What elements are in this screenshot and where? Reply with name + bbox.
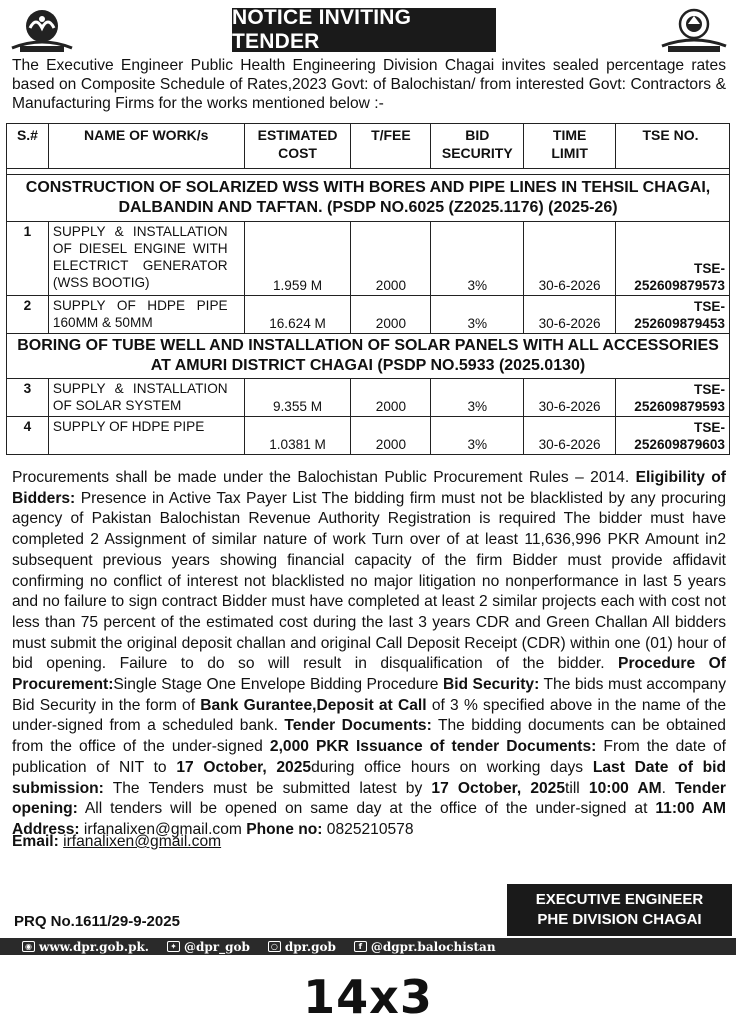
header-fee: T/FEE [351,124,431,169]
row-bid-security: 3% [431,296,524,334]
table-header-row [7,124,730,169]
row-bid-security: 3% [431,379,524,417]
section-heading-row [7,334,730,379]
row-time-limit: 30-6-2026 [524,379,616,417]
row-fee: 2000 [351,379,431,417]
table-row [7,296,730,334]
row-fee: 2000 [351,296,431,334]
header-bid-security: BID SECURITY [431,124,524,169]
prq-number: PRQ No.1611/29-9-2025 [14,913,180,930]
works-table [6,123,730,455]
facebook-icon: f [354,941,367,952]
row-tse: TSE- 252609879573 [616,222,730,296]
footer-social-bar [0,938,736,955]
ad-size-label: 14x3 [303,970,433,1024]
header-work: NAME OF WORK/s [48,124,244,169]
email-label: Email: [12,833,59,850]
section-heading-2: BORING OF TUBE WELL AND INSTALLATION OF SOLAR PANELS WITH ALL ACCESSORIES AT AMURI DISTRICT CHAGAI (PSDP NO.5933 (2025.0130) [7,334,730,379]
signature-title: EXECUTIVE ENGINEER [535,891,704,908]
email-link[interactable]: irfanalixen@gmail.com [63,833,222,850]
balochistan-emblem-icon [6,6,78,56]
notice-title: NOTICE INVITING TENDER [232,8,496,52]
row-tse: TSE- 252609879453 [616,296,730,334]
row-cost: 16.624 M [244,296,351,334]
section-heading-1: CONSTRUCTION OF SOLARIZED WSS WITH BORES AND PIPE LINES IN TEHSIL CHAGAI, DALBANDIN AND TAFTAN. (PSDP NO.6025 (Z2025.1176) (2025-26) [7,175,730,222]
footer-twitter[interactable]: ✦ @dpr_gob [167,940,250,954]
header-sn: S.# [7,124,49,169]
row-sn: 2 [7,296,49,334]
row-work: SUPPLY & INSTALLATION OF DIESEL ENGINE WITH ELECTRICT GENERATOR (WSS BOOTIG) [48,222,244,296]
table-row [7,222,730,296]
row-bid-security: 3% [431,222,524,296]
signature-block [507,884,732,936]
row-time-limit: 30-6-2026 [524,296,616,334]
row-work: SUPPLY & INSTALLATION OF SOLAR SYSTEM [48,379,244,417]
row-bid-security: 3% [431,417,524,455]
eligibility-heading: Eligibility of Bidders: [12,469,726,507]
footer-facebook[interactable]: f @dgpr.balochistan [354,940,496,954]
header-tse: TSE NO. [616,124,730,169]
email-line [12,833,221,851]
header-cost: ESTIMATED COST [244,124,351,169]
row-cost: 1.959 M [244,222,351,296]
phe-department-logo-icon [658,6,730,56]
row-tse: TSE- 252609879603 [616,417,730,455]
header-time-limit: TIME LIMIT [524,124,616,169]
row-sn: 4 [7,417,49,455]
footer-website[interactable]: ◉ www.dpr.gob.pk. [22,940,149,954]
row-fee: 2000 [351,417,431,455]
globe-icon: ◉ [22,941,35,952]
row-time-limit: 30-6-2026 [524,417,616,455]
conditions-paragraph: Procurements shall be made under the Balochistan Public Procurement Rules – 2014. Eligibility of Bidders: Presence in Active Tax Payer List The bidding firm must not be blacklisted by any procuring agency of Pakistan Balochistan Revenue Authority Registration is required The bidder must have completed 2 Assignment of similar nature of work Turn over of at least 11,636,996 PKR Amount in2 subsequent previous years showing financial capacity of the firm Bidder must provide affidavit confirming no conflict of interest not blacklisted no major litigation no nonperformance in last 5 years and no failure to sign contract Bidder must have completed at least 2 similar projects each with cost not less than 75 percent of the estimated cost during the last 3 years CDR and Green Challan All bidders must submit the original deposit challan and original Call Deposit Receipt (CDR) within one (01) hour of bid opening. Failure to do so will result in disqualification of the bidder. Procedure Of Procurement:Single Stage One Envelope Bidding Procedure Bid Security: The bids must accompany Bid Security in the form of Bank Gurantee,Deposit at Call of 3 % specified above in the name of the under-signed from a scheduled bank. Tender Documents: The bidding documents can be obtained from the office of the under-signed 2,000 PKR Issuance of tender Documents: From the date of publication of NIT to 17 October, 2025during office hours on working days Last Date of bid submission: The Tenders must be submitted latest by 17 October, 2025till 10:00 AM. Tender opening: All tenders will be opened on same day at the office of the under-signed at 11:00 AM Address: irfanalixen@gmail.com Phone no: 0825210578 [12,469,727,838]
section-heading-row [7,175,730,222]
row-sn: 3 [7,379,49,417]
row-sn: 1 [7,222,49,296]
row-fee: 2000 [351,222,431,296]
intro-paragraph: The Executive Engineer Public Health Engineering Division Chagai invites sealed percentage rates based on Composite Schedule of Rates,2023 Govt: of Balochistan/ from interested Govt: Contractors & Manufacturing Firms for the works mentioned below :- [12,57,726,112]
instagram-icon: ○ [268,941,281,952]
signature-division: PHE DIVISION CHAGAI [537,911,702,928]
row-time-limit: 30-6-2026 [524,222,616,296]
row-tse: TSE- 252609879593 [616,379,730,417]
footer-instagram[interactable]: ○ dpr.gob [268,940,336,954]
twitter-icon: ✦ [167,941,180,952]
row-cost: 9.355 M [244,379,351,417]
row-work: SUPPLY OF HDPE PIPE 160MM & 50MM [48,296,244,334]
table-row [7,379,730,417]
table-row [7,417,730,455]
row-cost: 1.0381 M [244,417,351,455]
row-work: SUPPLY OF HDPE PIPE [48,417,244,455]
